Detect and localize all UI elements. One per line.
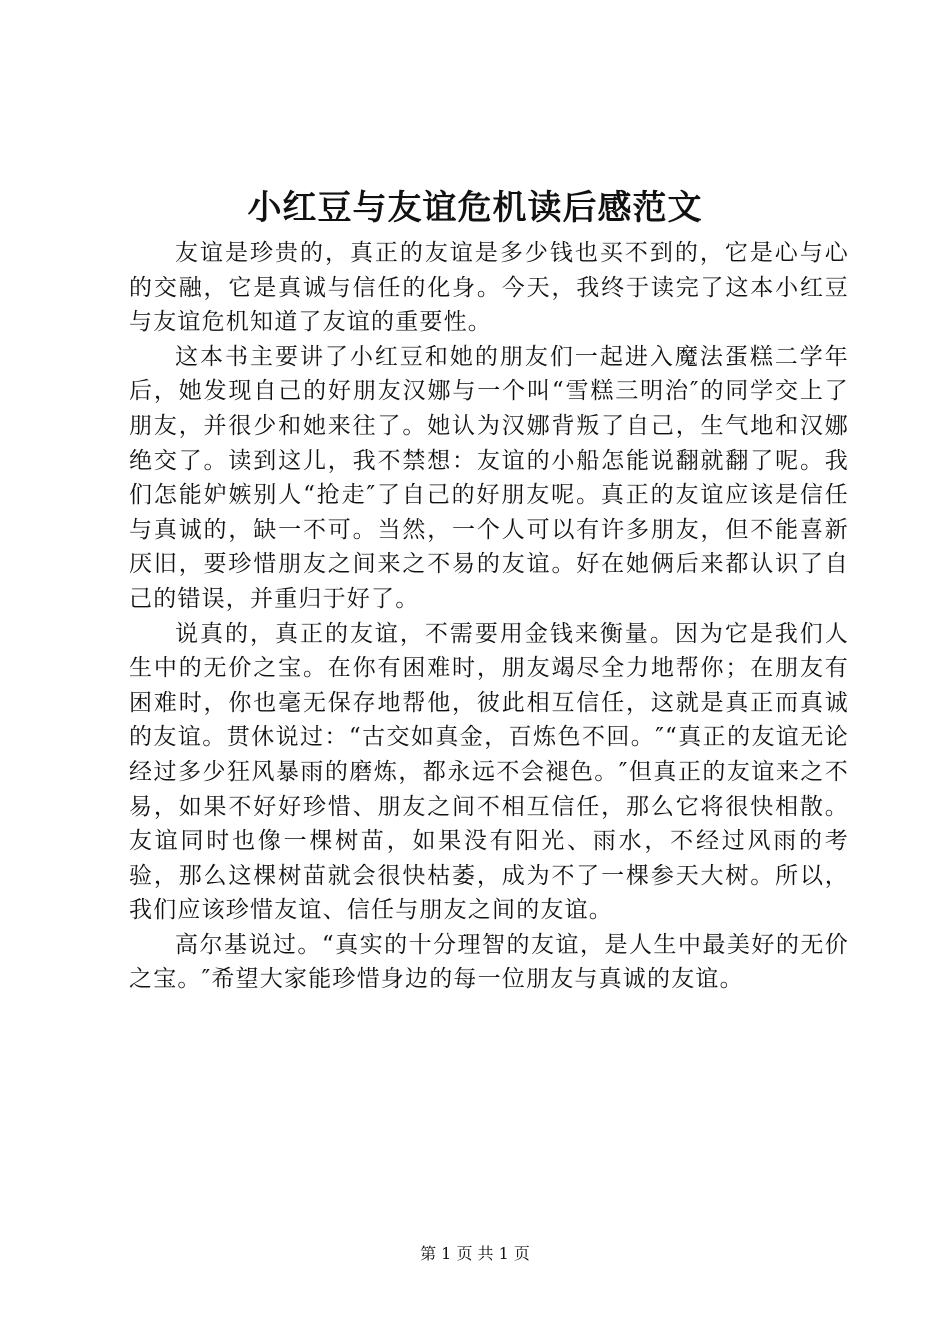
paragraph-1: 友谊是珍贵的，真正的友谊是多少钱也买不到的，它是心与心的交融，它是真诚与信任的化身。今天，我终于读完了这本小红豆与友谊危机知道了友谊的重要性。: [129, 240, 849, 336]
document-body: [129, 236, 849, 997]
page-footer: 第 1 页 共 1 页: [420, 1244, 530, 1263]
paragraph-4: 高尔基说过。“真实的十分理智的友谊，是人生中最美好的无价之宝。″希望大家能珍惜身边的每一位朋友与真诚的友谊。: [129, 931, 849, 993]
document-title: 小红豆与友谊危机读后感范文: [247, 188, 703, 228]
paragraph-2: 这本书主要讲了小红豆和她的朋友们一起进入魔法蛋糕二学年后，她发现自己的好朋友汉娜与一个叫“雪糕三明治″的同学交上了朋友，并很少和她来往了。她认为汉娜背叛了自己，生气地和汉娜绝交了。读到这儿，我不禁想：友谊的小船怎能说翻就翻了呢。我们怎能妒嫉别人“抢走″了自己的好朋友呢。真正的友谊应该是信任与真诚的，缺一不可。当然，一个人可以有许多朋友，但不能喜新厌旧，要珍惜朋友之间来之不易的友谊。好在她俩后来都认识了自己的错误，并重归于好了。: [129, 343, 849, 612]
paragraph-3: 说真的，真正的友谊，不需要用金钱来衡量。因为它是我们人生中的无价之宝。在你有困难时，朋友竭尽全力地帮你；在朋友有困难时，你也毫无保存地帮他，彼此相互信任，这就是真正而真诚的友谊。贯休说过：“古交如真金，百炼色不回。″“真正的友谊无论经过多少狂风暴雨的磨炼，都永远不会褪色。″但真正的友谊来之不易，如果不好好珍惜、朋友之间不相互信任，那么它将很快相散。友谊同时也像一棵树苗，如果没有阳光、雨水，不经过风雨的考验，那么这棵树苗就会很快枯萎，成为不了一棵参天大树。所以，我们应该珍惜友谊、信任与朋友之间的友谊。: [129, 620, 849, 924]
